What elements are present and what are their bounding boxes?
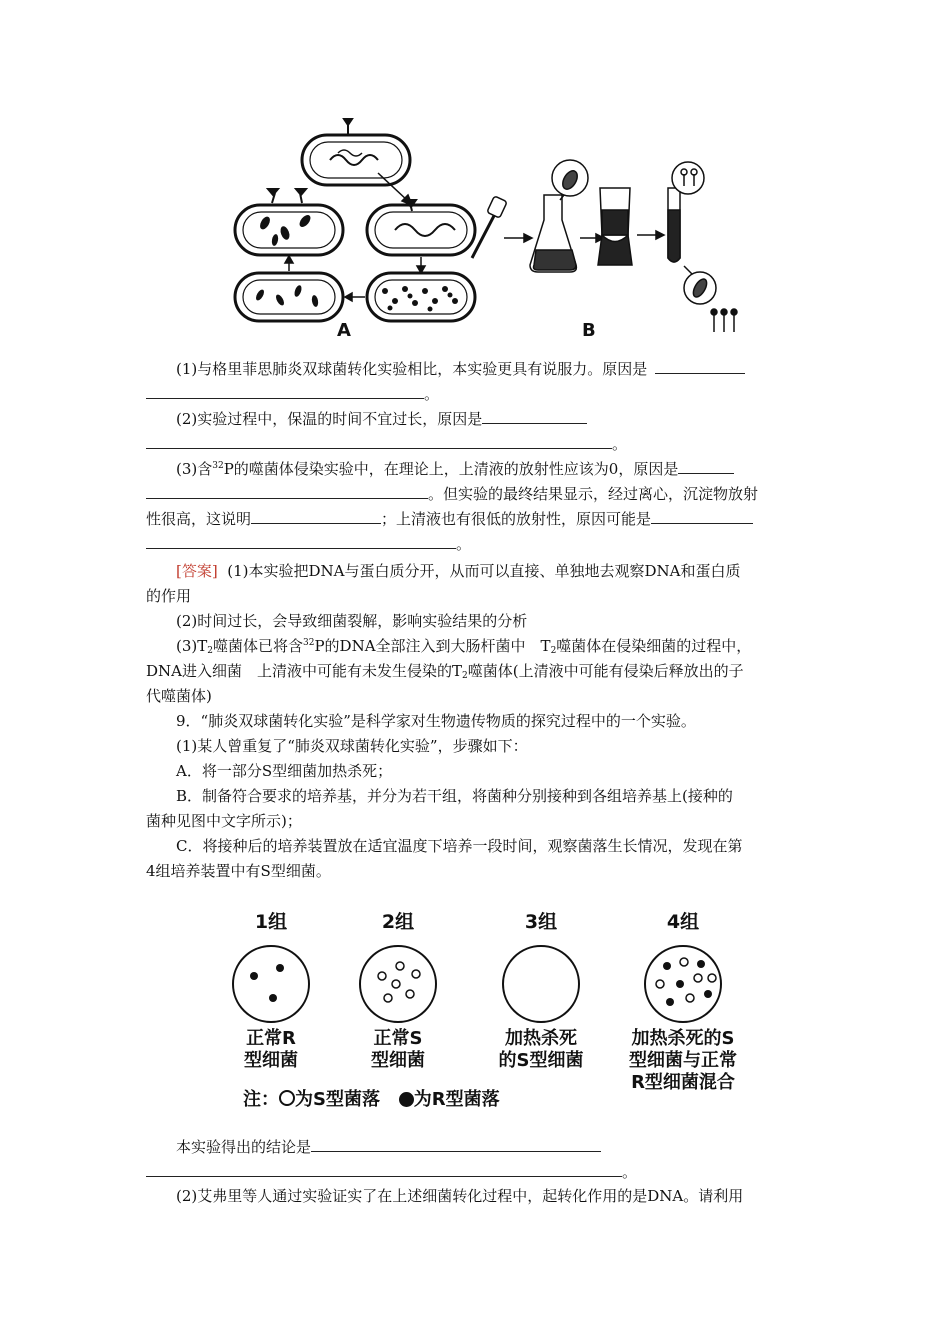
q9-conclusion: 本实验得出的结论是 xyxy=(176,1135,601,1158)
s-colony xyxy=(686,994,694,1002)
r-colony xyxy=(666,998,674,1006)
s-colony xyxy=(656,980,664,988)
group-3-caption: 加热杀死 的S型细菌 xyxy=(498,1028,584,1071)
r-colony xyxy=(250,972,258,980)
q8-p3-cont: 。但实验的最终结果显示，经过离心，沉淀物放射 xyxy=(146,482,758,505)
r-colony xyxy=(663,962,671,970)
dish-3 xyxy=(503,946,579,1022)
r-colony xyxy=(269,994,277,1002)
group-4-caption: 加热杀死的S 型细菌与正常 R型细菌混合 xyxy=(629,1028,737,1093)
group-1-title: 1组 xyxy=(254,911,288,933)
q8-p2: (2)实验过程中，保温的时间不宜过长，原因是 xyxy=(176,407,587,430)
s-colony xyxy=(396,962,404,970)
answer-blank[interactable] xyxy=(251,507,381,524)
answer-a3-cont: DNA进入细菌 上清液中可能有未发生侵染的$T_2$噬菌体(上清液中可能有侵染后释放出的子 xyxy=(146,662,744,681)
q9-conclusion-cont: 。 xyxy=(146,1160,637,1183)
answer-blank[interactable] xyxy=(146,1160,622,1177)
q9-step-a: A．将一部分S型细菌加热杀死； xyxy=(176,762,393,780)
r-colony xyxy=(704,990,712,998)
group-3-title: 3组 xyxy=(524,911,558,933)
s-colony xyxy=(384,994,392,1002)
answer-blank[interactable] xyxy=(146,532,456,549)
answer-blank[interactable] xyxy=(146,482,428,499)
r-colony xyxy=(276,964,284,972)
answer-blank[interactable] xyxy=(146,382,424,399)
q9-intro: 9．“肺炎双球菌转化实验”是科学家对生物遗传物质的探究过程中的一个实验。 xyxy=(176,712,696,730)
group-4-title: 4组 xyxy=(666,911,700,933)
q9-p2: (2)艾弗里等人通过实验证实了在上述细菌转化过程中，起转化作用的是DNA。请利用 xyxy=(176,1187,744,1205)
group-2-caption: 正常S 型细菌 xyxy=(371,1028,425,1071)
s-colony xyxy=(392,980,400,988)
answer-blank[interactable] xyxy=(651,507,753,524)
group-2-title: 2组 xyxy=(381,911,415,933)
r-colony xyxy=(676,980,684,988)
q9-step-c: C．将接种后的培养装置放在适宜温度下培养一段时间，观察菌落生长情况，发现在第 xyxy=(176,837,743,855)
answer-blank[interactable] xyxy=(311,1135,601,1152)
q8-p1: (1)与格里菲思肺炎双球菌转化实验相比，本实验更具有说服力。原因是 xyxy=(176,357,745,380)
s-colony xyxy=(412,970,420,978)
answer-blank[interactable] xyxy=(678,457,734,474)
q9-p1: (1)某人曾重复了“肺炎双球菌转化实验”，步骤如下： xyxy=(176,737,528,755)
answer-blank[interactable] xyxy=(655,357,745,374)
legend-note: 注： 为S型菌落 为R型菌落 xyxy=(243,1089,500,1110)
answer-a2: (2)时间过长，会导致细菌裂解，影响实验结果的分析 xyxy=(176,612,528,630)
r-colony xyxy=(697,960,705,968)
answer-blank[interactable] xyxy=(482,407,587,424)
q8-p3: (3)含$^{32}$P的噬菌体侵染实验中，在理论上，上清液的放射性应该为0，原因是 xyxy=(176,457,734,480)
answer-a3: $(3)T_2$噬菌体已将含$^{32}$P的DNA全部注入到大肠杆菌中 $T_2$噬菌体在侵染细菌的过程中， xyxy=(176,637,752,656)
s-colony xyxy=(406,990,414,998)
figure-b-centrifuge-experiment xyxy=(462,140,742,340)
answer-blank[interactable] xyxy=(146,432,612,449)
q8-p3-cont3: 。 xyxy=(146,532,471,555)
q8-p1-cont: 。 xyxy=(146,382,439,405)
s-colony xyxy=(694,974,702,982)
s-colony xyxy=(680,958,688,966)
q9-step-b: B．制备符合要求的培养基，并分为若干组，将菌种分别接种到各组培养基上(接种的 xyxy=(176,787,733,805)
figure-b-label: B xyxy=(582,320,596,341)
answer-tag: [答案] xyxy=(176,562,218,580)
figure-a-label: A xyxy=(337,320,351,341)
group-dishes xyxy=(220,940,740,1040)
answer-a1-cont: 的作用 xyxy=(146,587,192,605)
q9-step-c-cont: 4组培养装置中有S型细菌。 xyxy=(146,862,331,880)
group-1-caption: 正常R 型细菌 xyxy=(244,1028,298,1071)
q8-p2-cont: 。 xyxy=(146,432,627,455)
q9-step-b-cont: 菌种见图中文字所示)； xyxy=(146,812,302,830)
answer-a3-cont2: 代噬菌体) xyxy=(146,687,212,705)
s-colony xyxy=(378,972,386,980)
dish-1 xyxy=(233,946,309,1022)
answer-a1: [答案] (1)本实验把DNA与蛋白质分开，从而可以直接、单独地去观察DNA和蛋白质 xyxy=(176,562,741,580)
s-colony-legend-icon xyxy=(279,1090,295,1106)
s-colony xyxy=(708,974,716,982)
q8-p3-cont2: 性很高，这说明 ；上清液也有很低的放射性，原因可能是 xyxy=(146,507,753,530)
r-colony-legend-icon xyxy=(399,1092,414,1107)
